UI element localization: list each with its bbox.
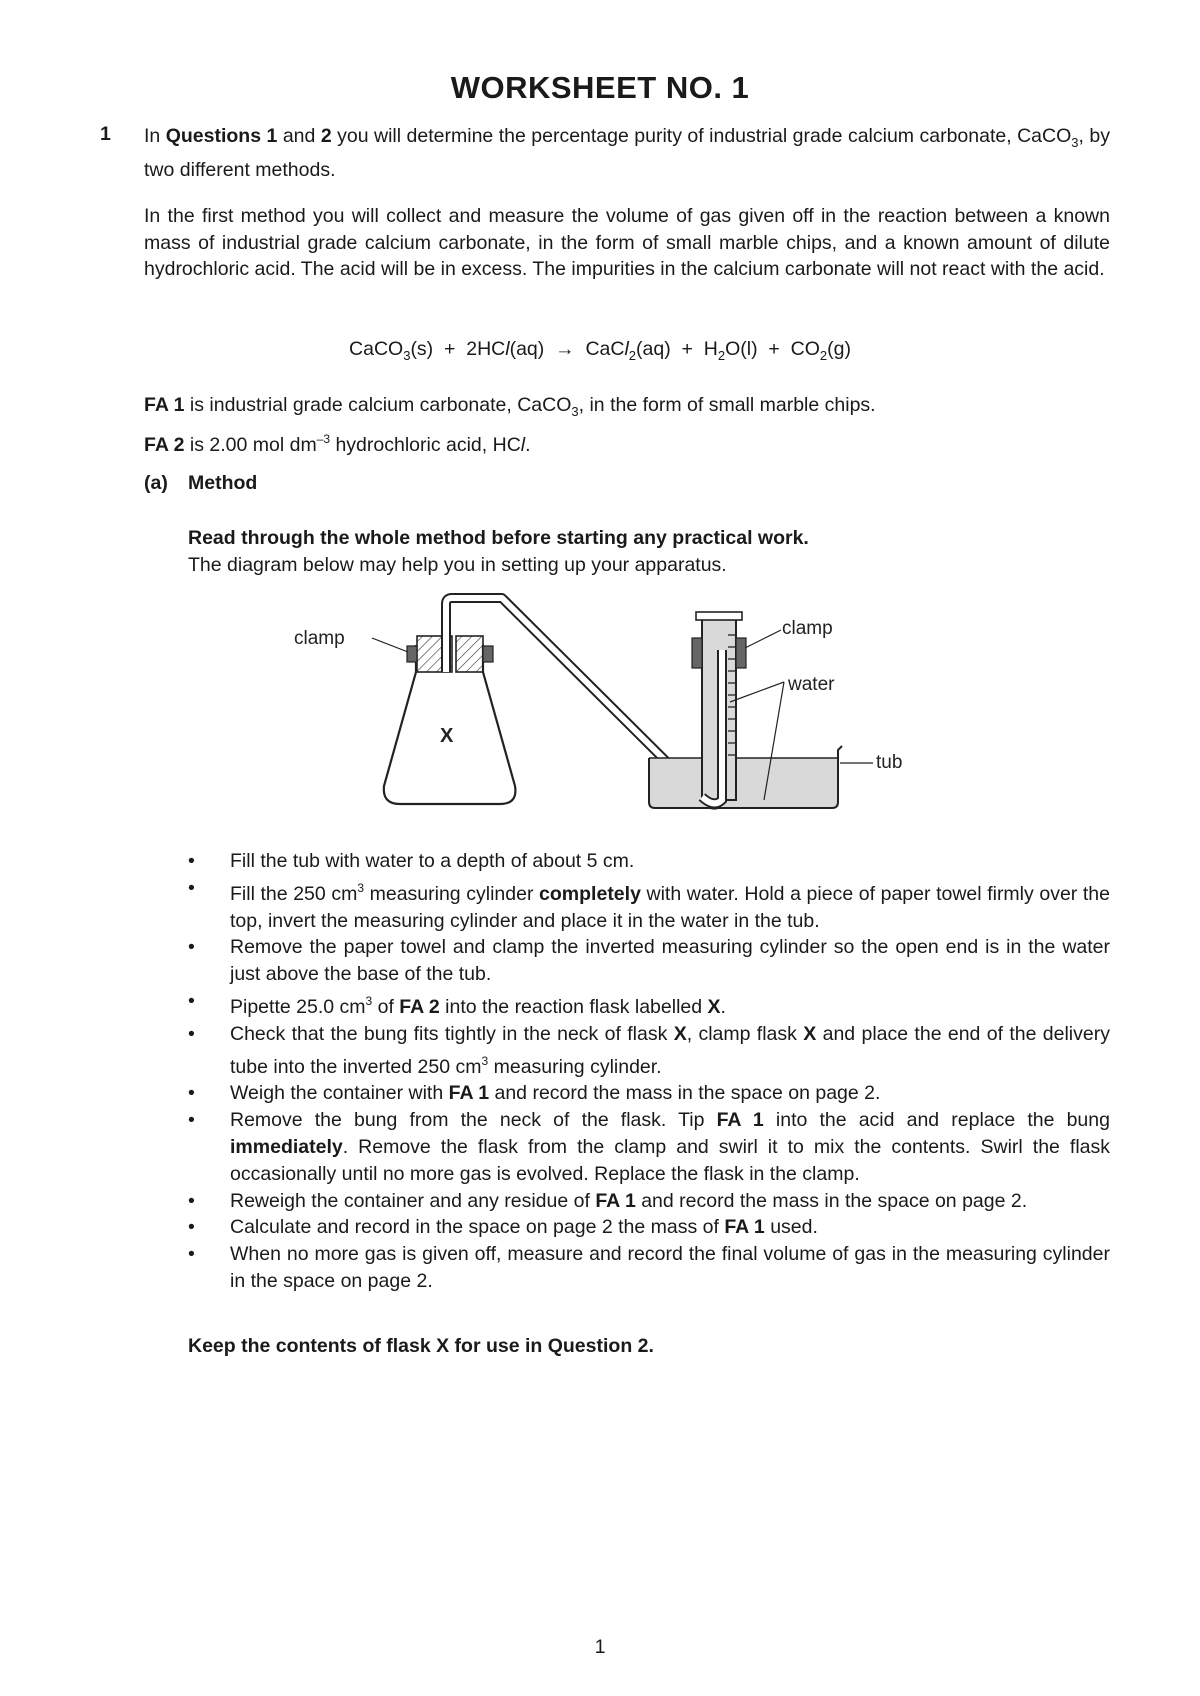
method-warning: Read through the whole method before starting any practical work. bbox=[188, 527, 809, 549]
list-item: • Check that the bung fits tightly in the neck of flask X, clamp flask X and place the end of the delivery tube into the inverted 250 $cm^3$ measuring cylinder. bbox=[188, 1022, 1110, 1078]
cylinder-clamp-left bbox=[692, 638, 702, 668]
flask-x-label: X bbox=[440, 725, 454, 747]
list-item: • When no more gas is given off, measure and record the final volume of gas in the measuring cylinder in the space on page 2. bbox=[188, 1243, 1110, 1292]
clamp-left-label: clamp bbox=[294, 628, 345, 649]
closing-instruction: Keep the contents of flask X for use in Question 2. bbox=[188, 1335, 654, 1357]
list-item: • Remove the paper towel and clamp the inverted measuring cylinder so the open end is in the water just above the base of the tub. bbox=[188, 936, 1110, 986]
tub-label: tub bbox=[876, 752, 903, 773]
section-heading: (a) Method bbox=[144, 472, 258, 494]
page-number: 1 bbox=[594, 1636, 606, 1658]
flask-clamp-left bbox=[407, 646, 417, 662]
page-title: WORKSHEET NO. 1 bbox=[450, 70, 750, 105]
method-steps-list bbox=[188, 848, 1110, 1295]
reagent-fa2: FA 2 is 2.00 mol $dm^{-3}$ hydrochloric acid, HCl. bbox=[144, 431, 531, 456]
water-label: water bbox=[788, 674, 835, 695]
method-instructions bbox=[188, 525, 1110, 578]
reaction-equation: CaCO$_3$(s) + 2HCl(aq) → CaCl$_2$(aq) + $H_2O(l) + CO_2(g)$ bbox=[349, 338, 851, 363]
reagents-block bbox=[144, 392, 1110, 458]
list-item: • Remove the bung from the neck of the flask. Tip FA 1 into the acid and replace the bung immediately. Remove the flask from the clamp and swirl it to mix the contents. Swirl the flask occasionally until no more gas is evolved. Replace the flask in the clamp. bbox=[188, 1109, 1110, 1185]
list-item: • Fill the tub with water to a depth of about 5 cm. bbox=[188, 850, 635, 872]
list-item: • Pipette 25.0 $cm^3$ of FA 2 into the reaction flask labelled X. bbox=[188, 989, 726, 1018]
water-tub bbox=[649, 758, 838, 808]
reagent-fa1: FA 1 is industrial grade calcium carbonate, CaCO$_3$, in the form of small marble chips. bbox=[144, 394, 876, 419]
question-number: 1 bbox=[100, 123, 111, 145]
clamp-right-label: clamp bbox=[782, 618, 833, 639]
method-description-paragraph: In the first method you will collect and measure the volume of gas given off in the reaction between a known mass of industrial grade calcium carbonate, in the form of small marble chips, and a known amount of dilute hydrochloric acid. The acid will be in excess. The impurities in the calcium carbonate will not react with the acid. bbox=[144, 205, 1110, 280]
flask-bung-right bbox=[456, 636, 483, 672]
cylinder-clamp-right bbox=[736, 638, 746, 668]
method-diagram-note: The diagram below may help you in setting up your apparatus. bbox=[188, 553, 727, 576]
flask-clamp-right bbox=[483, 646, 493, 662]
list-item: • Calculate and record in the space on page 2 the mass of FA 1 used. bbox=[188, 1216, 818, 1239]
list-item: • Fill the 250 $cm^3$ measuring cylinder completely with water. Hold a piece of paper towel firmly over the top, invert the measuring cylinder and place it in the water in the tub. bbox=[188, 876, 1110, 932]
list-item: • Reweigh the container and any residue of FA 1 and record the mass in the space on page 2. bbox=[188, 1189, 1028, 1212]
list-item: • Weigh the container with FA 1 and record the mass in the space on page 2. bbox=[188, 1082, 881, 1105]
intro-paragraph: In Questions 1 and 2 you will determine the percentage purity of industrial grade calcium carbonate, CaCO$_3$, by two different methods. bbox=[144, 125, 1110, 181]
apparatus-diagram bbox=[294, 590, 920, 830]
